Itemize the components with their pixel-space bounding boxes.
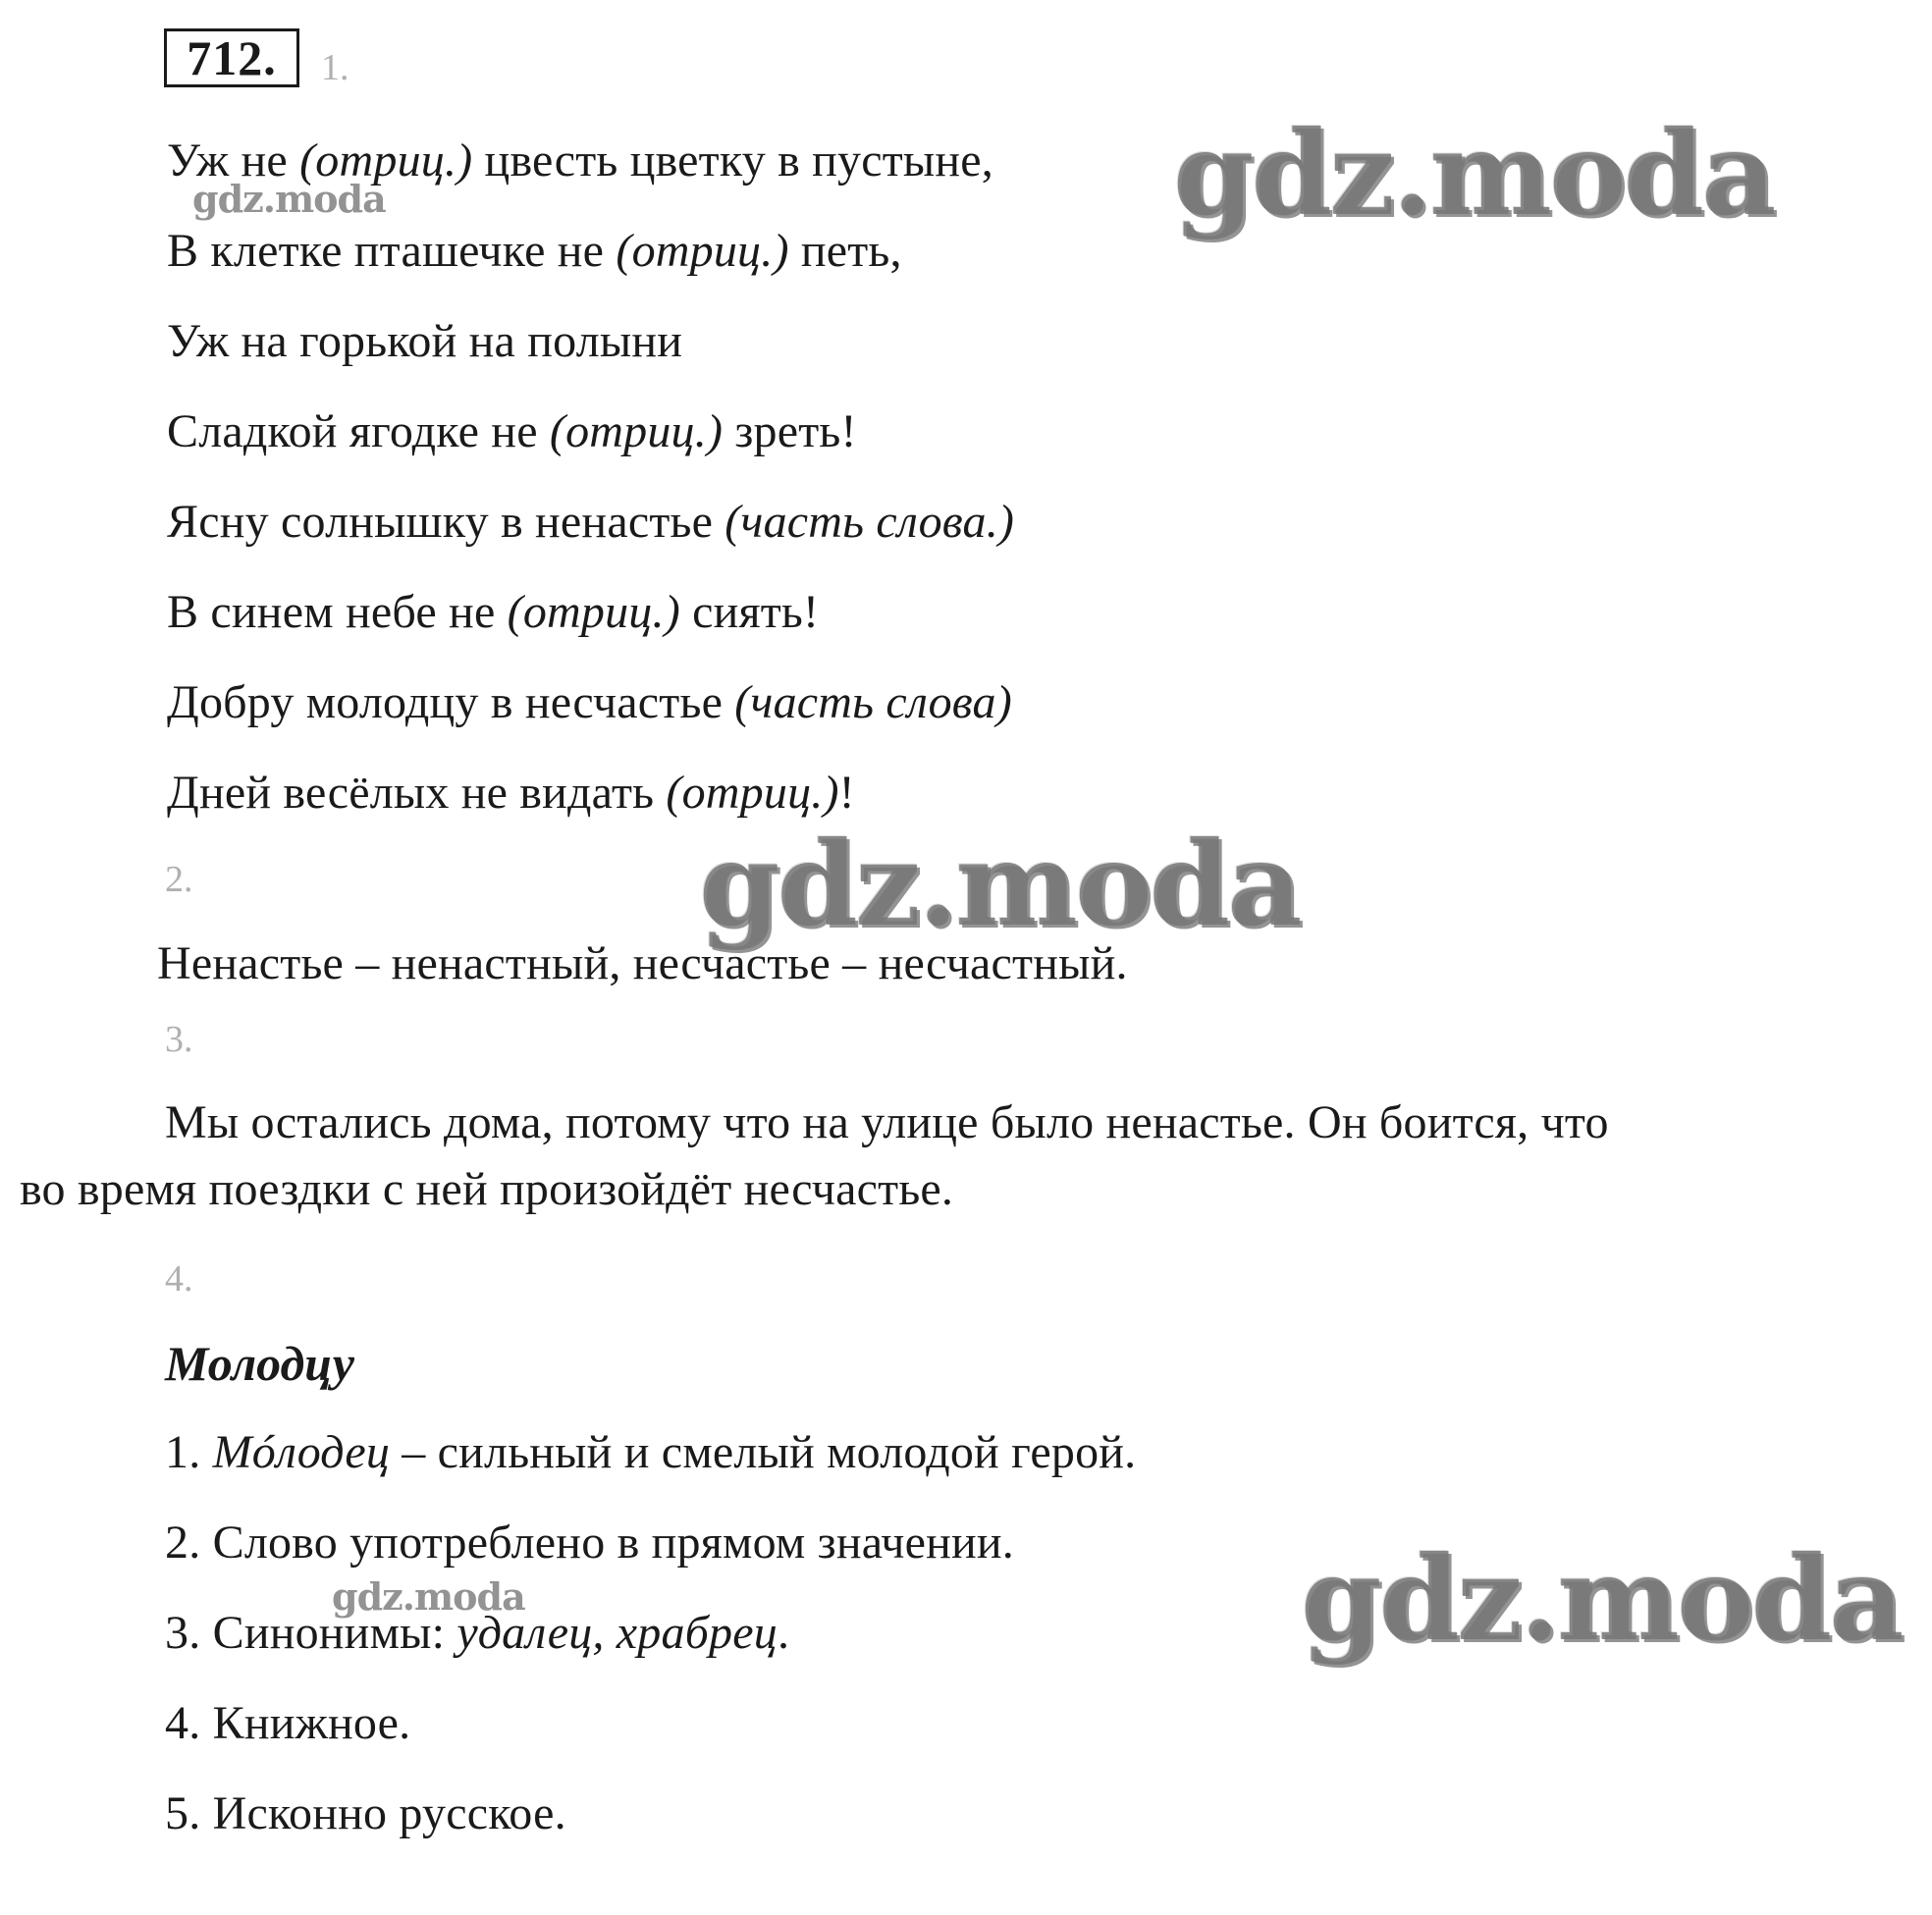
poem-line-1: Уж не (отриц.) цвесть цветку в пустыне, (167, 134, 993, 186)
part-4-item-5: 5. Исконно русское. (165, 1787, 566, 1839)
watermark-logo: gdz.moda (332, 1574, 525, 1619)
poem-line-5: Ясну солнышку в ненастье (часть слова.) (167, 496, 1015, 548)
part-2-text: Ненастье – ненастный, несчастье – несчастный. (157, 937, 1128, 989)
part-2-label: 2. (165, 859, 193, 900)
part-4-item-4: 4. Книжное. (165, 1697, 411, 1749)
poem-line-7: Добру молодцу в несчастье (часть слова) (167, 676, 1012, 728)
part-3-label: 3. (165, 1019, 193, 1060)
part-4-item-2: 2. Слово употреблено в прямом значении. (165, 1516, 1015, 1569)
watermark-logo: gdz.moda (1301, 1530, 1902, 1667)
part-3-line-2: во время поездки с ней произойдёт несчастье. (20, 1163, 954, 1215)
poem-line-6: В синем небе не (отриц.) сиять! (167, 586, 820, 638)
poem-line-8: Дней весёлых не видать (отриц.)! (167, 767, 855, 819)
poem-line-3: Уж на горькой на полыни (167, 315, 683, 367)
exercise-number: 712. (164, 28, 299, 87)
part-4-item-3: 3. Синонимы: удалец, храбрец. (165, 1607, 790, 1659)
watermark-logo: gdz.moda (192, 177, 386, 221)
part-3-line-1: Мы остались дома, потому что на улице было ненастье. Он боится, что (165, 1096, 1609, 1148)
watermark-logo: gdz.moda (699, 816, 1300, 952)
part-4-label: 4. (165, 1258, 193, 1300)
watermark-logo: gdz.moda (1173, 105, 1774, 241)
part-4-heading: Молодцу (165, 1336, 354, 1391)
poem-line-4: Сладкой ягодке не (отриц.) зреть! (167, 405, 857, 457)
poem-line-2: В клетке пташечке не (отриц.) петь, (167, 225, 902, 277)
part-4-item-1: 1. Мóлодец – сильный и смелый молодой герой. (165, 1426, 1137, 1478)
part-1-label: 1. (321, 47, 349, 88)
